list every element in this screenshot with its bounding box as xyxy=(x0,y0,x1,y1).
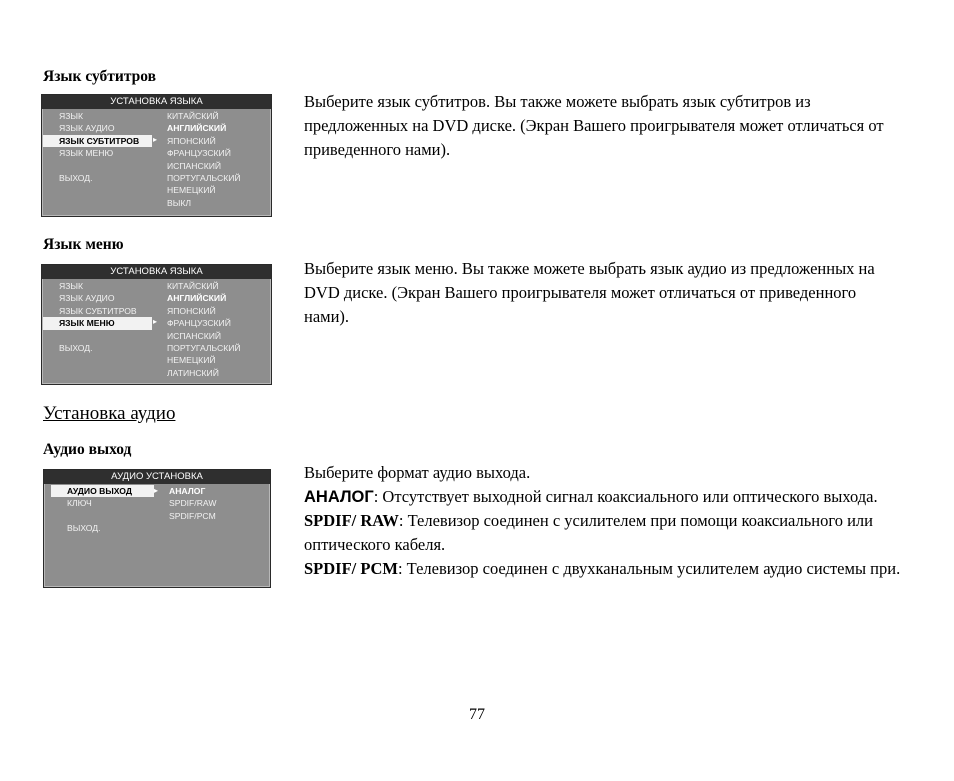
audio-setup-title: Установка аудио xyxy=(43,403,176,424)
osd-menu-item: АНГЛИЙСКИЙ xyxy=(167,293,227,304)
option-text: : Телевизор соединен с двухканальным усилителем аудио системы при. xyxy=(397,559,901,578)
menu-language-menu-screen xyxy=(41,264,272,385)
osd-menu-item: ЯПОНСКИЙ xyxy=(167,305,216,316)
osd-menu-item: ВЫХОД. xyxy=(67,523,101,534)
osd-menu-item: КИТАЙСКИЙ xyxy=(167,111,219,121)
osd-menu-item: ЯЗЫК МЕНЮ xyxy=(59,148,114,159)
selection-arrow-icon: ▸ xyxy=(153,135,158,144)
osd-menu-item: SPDIF/RAW xyxy=(169,498,217,509)
osd-menu-item: ЯПОНСКИЙ xyxy=(167,135,216,146)
description-text: Выберите язык меню. Вы также можете выбрать язык аудио из предложенных на DVD диске. (Экран Вашего проигрывателя может отличаться от приведенного нами). xyxy=(304,259,875,326)
osd-menu-item: ЛАТИНСКИЙ xyxy=(167,367,219,378)
osd-menu-item: ЯЗЫК МЕНЮ xyxy=(43,317,152,329)
osd-menu-item: ВЫХОД. xyxy=(59,172,93,183)
osd-title: УСТАНОВКА ЯЗЫКА xyxy=(42,95,271,109)
osd-menu-item: ПОРТУГАЛЬСКИЙ xyxy=(167,342,241,353)
option-spdif-raw xyxy=(304,509,904,557)
osd-right-list xyxy=(167,110,241,209)
osd-menu-item: ВЫКЛ xyxy=(167,197,191,208)
osd-menu-item: ВЫХОД. xyxy=(59,342,93,353)
menu-language-description xyxy=(304,257,904,329)
osd-menu-item: ПОРТУГАЛЬСКИЙ xyxy=(167,172,241,183)
osd-menu-item: ФРАНЦУЗСКИЙ xyxy=(167,148,231,159)
osd-menu-item: ФРАНЦУЗСКИЙ xyxy=(167,318,231,329)
osd-title: АУДИО УСТАНОВКА xyxy=(44,470,270,484)
osd-right-list xyxy=(167,280,241,379)
menu-language-heading: Язык меню xyxy=(43,236,124,253)
osd-menu-item: ЯЗЫК СУБТИТРОВ xyxy=(43,135,152,147)
osd-menu-item: ЯЗЫК xyxy=(59,111,84,121)
osd-title: УСТАНОВКА ЯЗЫКА xyxy=(42,265,271,279)
option-spdif-pcm xyxy=(304,557,904,581)
osd-menu-item: ЯЗЫК АУДИО xyxy=(59,123,115,134)
osd-left-list xyxy=(43,280,152,354)
option-text: : Отсутствует выходной сигнал коаксиального или оптического выхода. xyxy=(373,487,878,506)
option-label: АНАЛОГ xyxy=(304,488,374,506)
audio-output-description xyxy=(304,461,904,581)
osd-menu-item: ЯЗЫК СУБТИТРОВ xyxy=(59,305,137,316)
option-label: SPDIF/ RAW xyxy=(304,511,399,530)
osd-menu-item: КЛЮЧ xyxy=(67,498,92,509)
selection-arrow-icon: ▸ xyxy=(154,486,159,495)
subtitle-language-heading: Язык субтитров xyxy=(43,68,157,85)
osd-menu-item: АНАЛОГ xyxy=(169,486,206,496)
option-label: SPDIF/ PCM xyxy=(304,559,398,578)
option-analog xyxy=(304,485,904,509)
description-text: Выберите язык субтитров. Вы также можете выбрать язык субтитров из предложенных на DVD диске. (Экран Вашего проигрывателя может отличаться от приведенного нами). xyxy=(304,92,884,159)
osd-menu-item: ЯЗЫК xyxy=(59,281,84,291)
subtitle-language-description xyxy=(304,90,904,162)
osd-menu-item: АУДИО ВЫХОД xyxy=(51,485,154,497)
subtitle-language-menu-screen xyxy=(41,94,272,217)
osd-menu-item: КИТАЙСКИЙ xyxy=(167,281,219,291)
osd-menu-item: НЕМЕЦКИЙ xyxy=(167,355,216,366)
osd-menu-item: ЯЗЫК АУДИО xyxy=(59,293,115,304)
osd-menu-item: ИСПАНСКИЙ xyxy=(167,330,222,341)
selection-arrow-icon: ▸ xyxy=(153,317,158,326)
osd-menu-item: НЕМЕЦКИЙ xyxy=(167,185,216,196)
audio-output-intro: Выберите формат аудио выхода. xyxy=(304,463,531,482)
osd-left-list xyxy=(51,485,154,535)
audio-output-heading: Аудио выход xyxy=(43,441,132,458)
osd-menu-item: АНГЛИЙСКИЙ xyxy=(167,123,227,134)
osd-menu-item: ИСПАНСКИЙ xyxy=(167,160,222,171)
osd-left-list xyxy=(43,110,152,184)
audio-setup-menu-screen xyxy=(43,469,271,588)
option-text: : Телевизор соединен с усилителем при помощи коаксиального или оптического кабеля. xyxy=(304,511,873,554)
osd-right-list xyxy=(169,485,216,522)
page-number: 77 xyxy=(469,706,485,723)
osd-menu-item: SPDIF/PCM xyxy=(169,510,216,521)
